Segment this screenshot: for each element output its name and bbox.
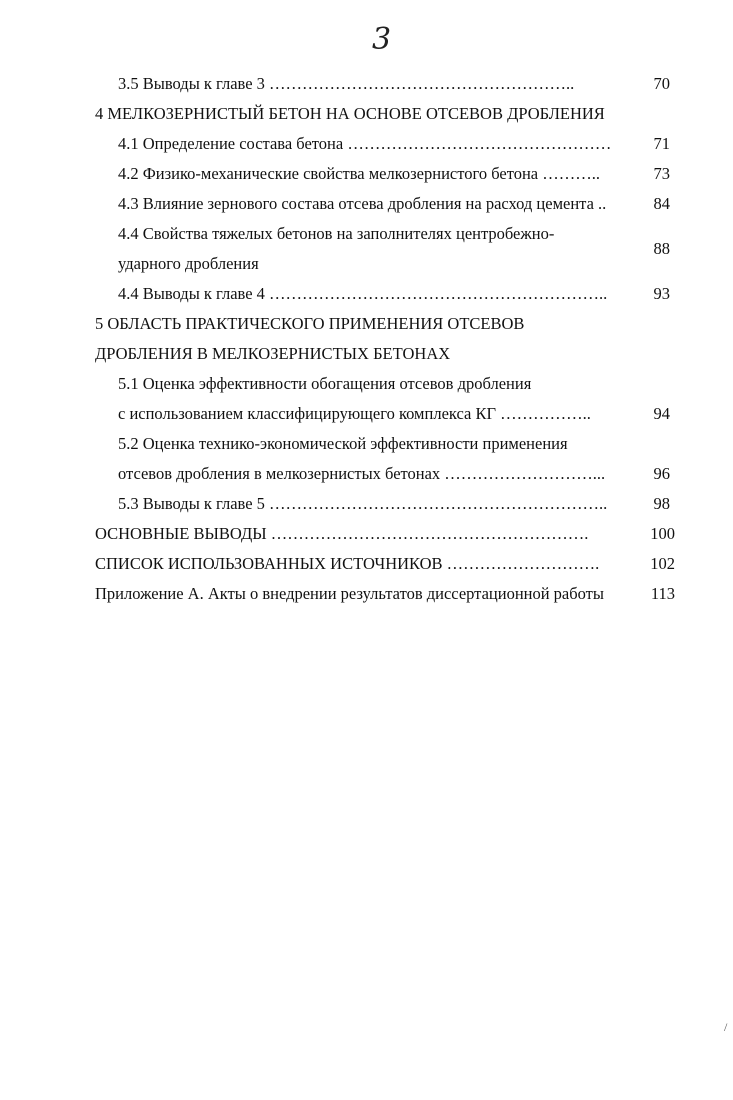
- toc-page-4-1: 71: [653, 134, 670, 153]
- toc-page-appendix-a: 113: [650, 584, 675, 603]
- toc-entry-5-1-cont: с использованием классифицирующего комплекса КГ ……………..: [118, 404, 591, 423]
- toc-page-4-4-conclusions: 93: [653, 284, 670, 303]
- toc-entry-4-1: 4.1 Определение состава бетона …………………………………………: [118, 134, 612, 153]
- toc-page-5-2: 96: [653, 464, 670, 483]
- toc-entry-4-4-cont: ударного дробления: [118, 254, 259, 273]
- toc-entry-4-3: 4.3 Влияние зернового состава отсева дробления на расход цемента ..: [118, 194, 607, 213]
- toc-page-4-4: 88: [653, 239, 670, 258]
- toc-page-main-conclusions: 100: [650, 524, 675, 543]
- toc-main-conclusions: ОСНОВНЫЕ ВЫВОДЫ ………………………………………………….: [95, 524, 589, 543]
- toc-entry-3-5: 3.5 Выводы к главе 3 ………………………………………………..: [118, 74, 575, 93]
- toc-appendix-a: Приложение А. Акты о внедрении результатов диссертационной работы: [95, 584, 604, 603]
- toc-entry-5-1: 5.1 Оценка эффективности обогащения отсевов дробления: [118, 374, 532, 393]
- toc-page-references: 102: [650, 554, 675, 573]
- toc-chapter-5-cont: ДРОБЛЕНИЯ В МЕЛКОЗЕРНИСТЫХ БЕТОНАХ: [95, 344, 451, 363]
- toc-page-4-3: 84: [653, 194, 670, 213]
- toc-references: СПИСОК ИСПОЛЬЗОВАННЫХ ИСТОЧНИКОВ ……………………….: [95, 554, 600, 573]
- toc-chapter-4: 4 МЕЛКОЗЕРНИСТЫЙ БЕТОН НА ОСНОВЕ ОТСЕВОВ ДРОБЛЕНИЯ: [95, 104, 605, 123]
- margin-mark: /: [724, 1020, 728, 1034]
- toc-page-3-5: 70: [653, 74, 670, 93]
- toc-page-5-3: 98: [653, 494, 670, 513]
- toc-entry-5-2: 5.2 Оценка технико-экономической эффективности применения: [118, 434, 568, 453]
- toc-page-4-2: 73: [653, 164, 670, 183]
- toc-entry-4-4: 4.4 Свойства тяжелых бетонов на заполнителях центробежно-: [118, 224, 555, 243]
- toc-page-5-1: 94: [653, 404, 670, 423]
- toc-entry-5-2-cont: отсевов дробления в мелкозернистых бетонах ………………………...: [118, 464, 606, 483]
- toc-entry-5-3: 5.3 Выводы к главе 5 ……………………………………………………..: [118, 494, 608, 513]
- page-number-mark: 3: [372, 22, 392, 57]
- toc-entry-4-4-conclusions: 4.4 Выводы к главе 4 ……………………………………………………..: [118, 284, 608, 303]
- toc-entry-4-2: 4.2 Физико-механические свойства мелкозернистого бетона ………..: [118, 164, 600, 183]
- toc-chapter-5: 5 ОБЛАСТЬ ПРАКТИЧЕСКОГО ПРИМЕНЕНИЯ ОТСЕВОВ: [95, 314, 525, 333]
